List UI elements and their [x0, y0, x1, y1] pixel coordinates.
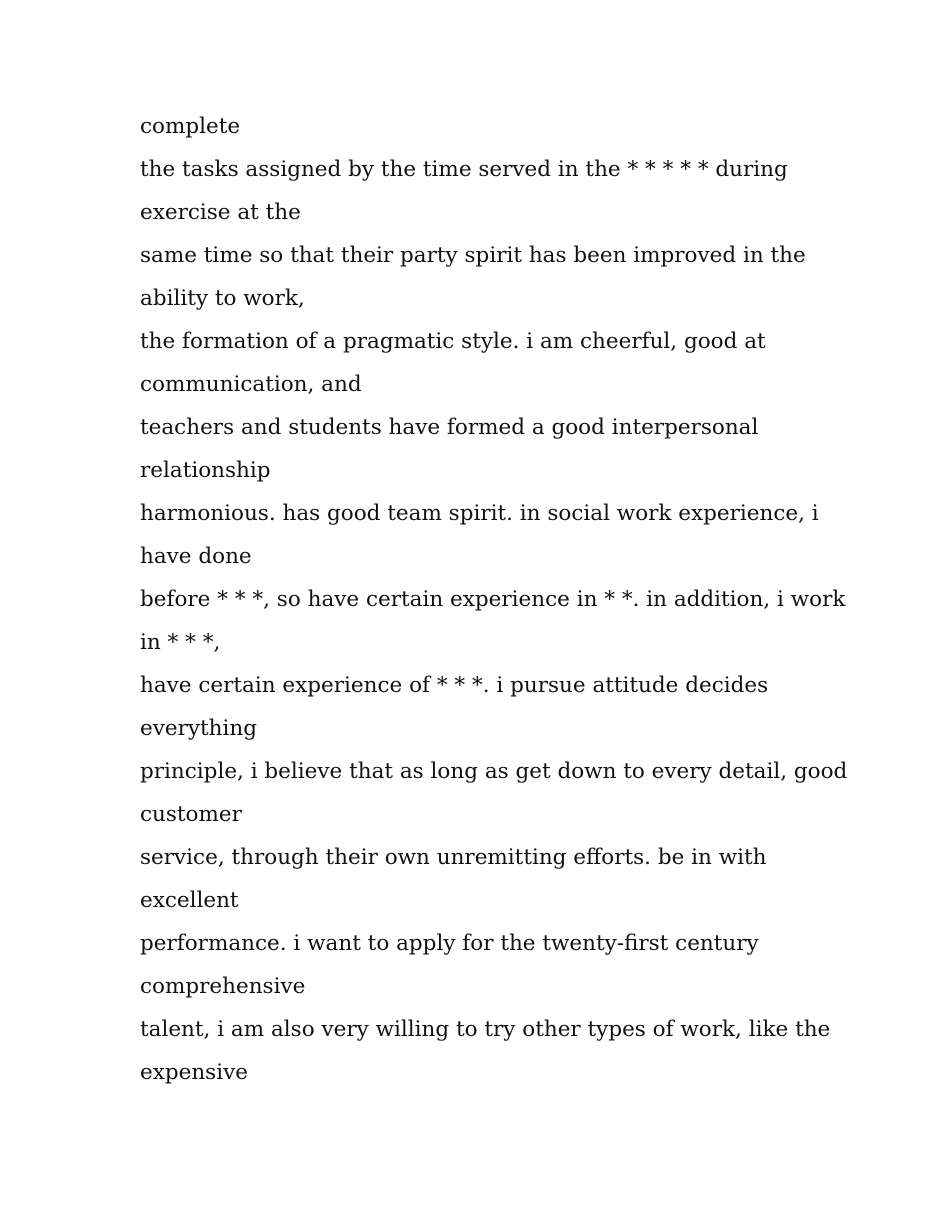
text-line: have certain experience of * * *. i pursue attitude decides: [140, 673, 769, 698]
body-text: [140, 105, 848, 1094]
text-line: ability to work,: [140, 286, 305, 311]
text-line: the tasks assigned by the time served in the * * * * * during: [140, 157, 788, 182]
text-line: performance. i want to apply for the twenty-first century: [140, 931, 759, 956]
text-line: the formation of a pragmatic style. i am cheerful, good at: [140, 329, 766, 354]
text-line: in * * *,: [140, 630, 221, 655]
text-line: complete: [140, 114, 241, 139]
text-line: harmonious. has good team spirit. in social work experience, i: [140, 501, 819, 526]
text-line: same time so that their party spirit has been improved in the: [140, 243, 806, 268]
text-line: excellent: [140, 888, 239, 913]
text-line: expensive: [140, 1060, 248, 1085]
text-line: service, through their own unremitting efforts. be in with: [140, 845, 767, 870]
text-line: principle, i believe that as long as get down to every detail, good: [140, 759, 848, 784]
text-line: everything: [140, 716, 257, 741]
text-line: relationship: [140, 458, 271, 483]
text-line: comprehensive: [140, 974, 306, 999]
text-line: before * * *, so have certain experience in * *. in addition, i work: [140, 587, 846, 612]
text-line: exercise at the: [140, 200, 301, 225]
text-line: communication, and: [140, 372, 362, 397]
text-line: have done: [140, 544, 252, 569]
text-line: talent, i am also very willing to try other types of work, like the: [140, 1017, 831, 1042]
text-line: teachers and students have formed a good interpersonal: [140, 415, 759, 440]
text-line: customer: [140, 802, 242, 827]
